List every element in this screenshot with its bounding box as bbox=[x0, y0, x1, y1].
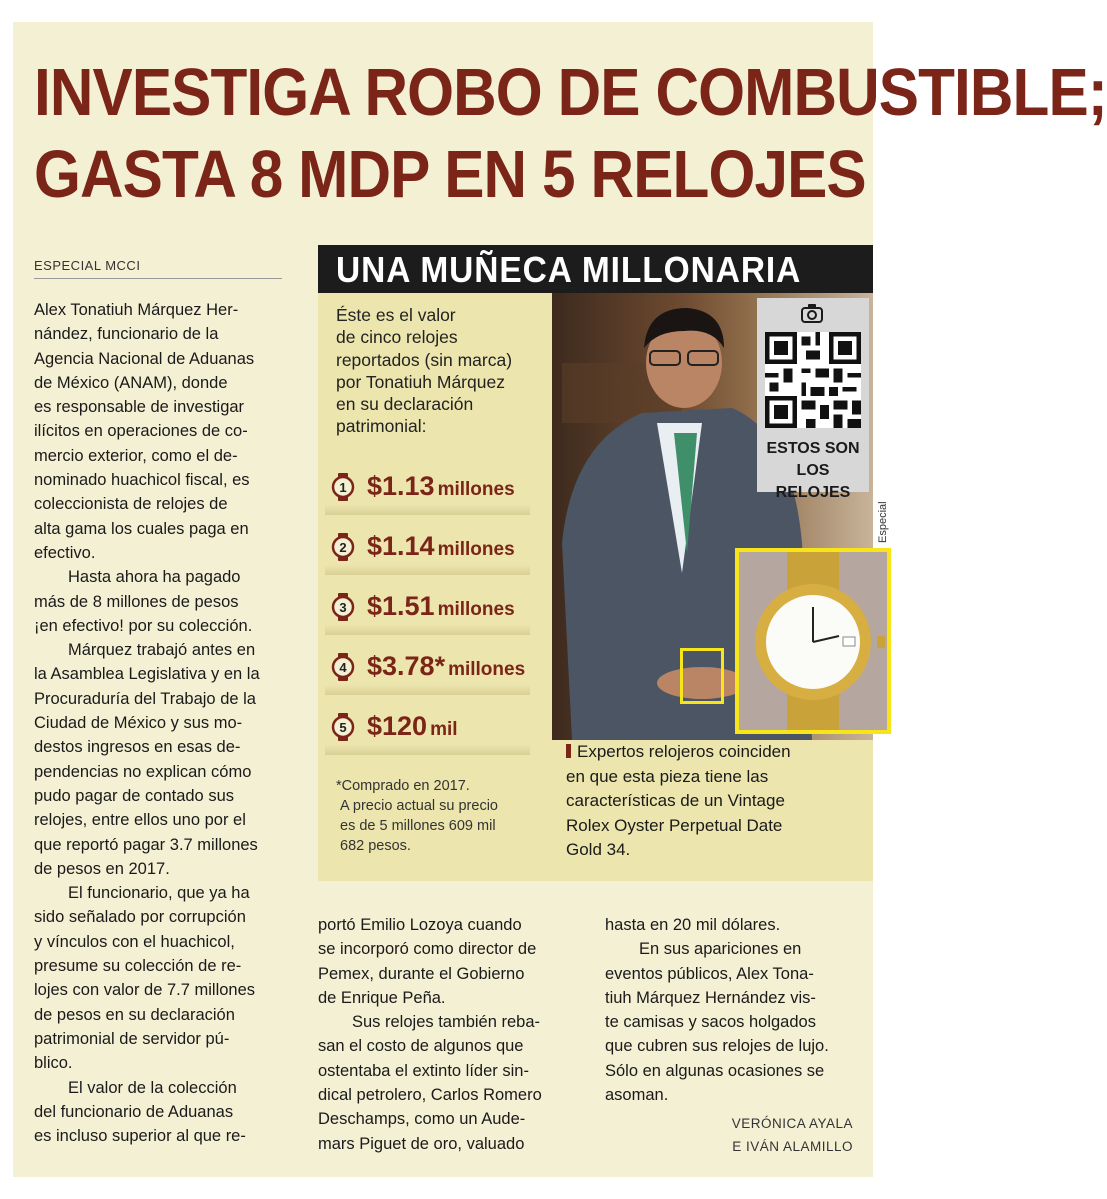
text-line: es incluso superior al que re- bbox=[34, 1127, 246, 1146]
text-line: nández, funcionario de la bbox=[34, 325, 219, 344]
value-amount: $1.13 bbox=[367, 471, 435, 501]
watch-value-row bbox=[325, 583, 530, 635]
photo-credit-top: ESPECIAL MCCI bbox=[34, 258, 141, 273]
text-line: Procuraduría del Trabajo de la bbox=[34, 689, 256, 708]
text-line: mercio exterior, como el de- bbox=[34, 446, 238, 465]
text-line: es de 5 millones 609 mil bbox=[340, 818, 496, 834]
text-line: Sólo en algunas ocasiones se bbox=[605, 1061, 825, 1080]
text-line: de pesos en 2017. bbox=[34, 859, 170, 878]
wrist-highlight-box bbox=[680, 648, 724, 704]
text-line: sido señalado por corrupción bbox=[34, 908, 246, 927]
watch-number-icon bbox=[331, 713, 355, 741]
text-line: mars Piguet de oro, valuado bbox=[318, 1134, 525, 1153]
text-line: san el costo de algunos que bbox=[318, 1037, 524, 1056]
text-line: nominado huachicol fiscal, es bbox=[34, 471, 250, 490]
text-line: alta gama los cuales paga en bbox=[34, 519, 249, 538]
text-line: 682 pesos. bbox=[340, 838, 411, 854]
text-line: asoman. bbox=[605, 1086, 669, 1105]
text-line: portó Emilio Lozoya cuando bbox=[318, 916, 522, 934]
text-line: eventos públicos, Alex Tona- bbox=[605, 964, 814, 983]
article-column-2 bbox=[318, 913, 570, 1156]
watch-value bbox=[367, 651, 525, 682]
text-line: es responsable de investigar bbox=[34, 398, 245, 417]
text-line: destos ingresos en esas de- bbox=[34, 738, 241, 757]
watch-number: 1 bbox=[339, 480, 347, 495]
text-line: El funcionario, que ya ha bbox=[68, 884, 250, 903]
text-line: Ciudad de México y sus mo- bbox=[34, 714, 243, 733]
text-line: relojes, entre ellos uno por el bbox=[34, 811, 246, 830]
headline bbox=[34, 52, 1107, 216]
value-unit: mil bbox=[430, 719, 458, 740]
photo-caption bbox=[566, 740, 866, 863]
text-line: de Enrique Peña. bbox=[318, 988, 446, 1007]
text-line: Éste es el valor bbox=[336, 305, 456, 325]
gold-watch-illustration bbox=[739, 552, 887, 730]
text-line: *Comprado en 2017. bbox=[336, 778, 470, 794]
text-line: patrimonial de servidor pú- bbox=[34, 1029, 230, 1048]
headline-line-2: GASTA 8 MDP EN 5 RELOJES bbox=[34, 137, 866, 212]
text-line: Pemex, durante el Gobierno bbox=[318, 964, 525, 983]
text-line: Hasta ahora ha pagado bbox=[68, 568, 241, 587]
text-line: de cinco relojes bbox=[336, 327, 458, 348]
watch-number-icon bbox=[331, 533, 355, 561]
watch-number-icon bbox=[331, 473, 355, 501]
article-column-1 bbox=[34, 298, 284, 1148]
watch-value-row bbox=[325, 463, 530, 515]
value-unit: millones bbox=[448, 659, 526, 680]
text-line: ¡en efectivo! por su colección. bbox=[34, 616, 253, 635]
article-column-3 bbox=[605, 913, 855, 1107]
value-amount: $1.14 bbox=[367, 531, 435, 561]
text-line: características de un Vintage bbox=[566, 791, 785, 810]
text-line: por Tonatiuh Márquez bbox=[336, 371, 505, 392]
text-line: En sus apariciones en bbox=[639, 940, 802, 959]
text-line: y vínculos con el huachicol, bbox=[34, 932, 235, 951]
text-line: Deschamps, como un Aude- bbox=[318, 1110, 526, 1129]
value-amount: $3.78* bbox=[367, 651, 446, 681]
watch-number: 4 bbox=[339, 660, 347, 675]
text-line: Márquez trabajó antes en bbox=[68, 641, 256, 660]
infobox-title: UNA MUÑECA MILLONARIA bbox=[336, 249, 802, 290]
watch-value bbox=[367, 471, 515, 502]
text-line: Alex Tonatiuh Márquez Her- bbox=[34, 301, 239, 319]
author-name: E IVÁN ALAMILLO bbox=[732, 1139, 853, 1154]
text-line: LOS RELOJES bbox=[775, 462, 851, 501]
photo-credit-side: Especial bbox=[877, 501, 889, 543]
text-line: en que esta pieza tiene las bbox=[566, 766, 769, 786]
watch-value-row bbox=[325, 523, 530, 575]
value-amount: $1.51 bbox=[367, 591, 435, 621]
watch-value bbox=[367, 711, 458, 742]
rolex-watch-photo bbox=[735, 548, 891, 734]
text-line: ilícitos en operaciones de co- bbox=[34, 422, 248, 441]
watch-value bbox=[367, 591, 515, 622]
qr-caption bbox=[757, 438, 869, 504]
text-line: pendencias no explican cómo bbox=[34, 762, 252, 781]
credit-divider bbox=[34, 278, 282, 279]
infobox-title-bar bbox=[318, 245, 873, 293]
text-line: de México (ANAM), donde bbox=[34, 373, 228, 392]
text-line: que cubren sus relojes de lujo. bbox=[605, 1037, 829, 1056]
text-line: patrimonial: bbox=[336, 416, 427, 437]
caption-marker bbox=[566, 744, 571, 758]
text-line: Agencia Nacional de Aduanas bbox=[34, 349, 255, 368]
text-line: dical petrolero, Carlos Romero bbox=[318, 1086, 542, 1105]
text-line: Gold 34. bbox=[566, 840, 631, 859]
value-unit: millones bbox=[437, 539, 515, 560]
text-line: te camisas y sacos holgados bbox=[605, 1013, 816, 1032]
text-line: que reportó pagar 3.7 millones bbox=[34, 835, 258, 854]
text-line: tiuh Márquez Hernández vis- bbox=[605, 988, 816, 1007]
watch-number-icon bbox=[331, 653, 355, 681]
text-line: pudo pagar de contado sus bbox=[34, 786, 234, 805]
watch-number: 2 bbox=[339, 540, 347, 555]
text-line: presume su colección de re- bbox=[34, 957, 242, 976]
byline bbox=[732, 1112, 853, 1158]
headline-line-1: INVESTIGA ROBO DE COMBUSTIBLE; bbox=[34, 55, 1107, 130]
text-line: se incorporó como director de bbox=[318, 940, 537, 959]
camera-icon bbox=[800, 303, 824, 323]
text-line: Rolex Oyster Perpetual Date bbox=[566, 815, 783, 835]
text-line: Expertos relojeros coinciden bbox=[577, 742, 791, 761]
watch-number-icon bbox=[331, 593, 355, 621]
watch-number: 5 bbox=[339, 720, 347, 735]
text-line: blico. bbox=[34, 1054, 73, 1073]
text-line: coleccionista de relojes de bbox=[34, 495, 228, 514]
text-line: en su declaración bbox=[336, 394, 474, 415]
text-line: Sus relojes también reba- bbox=[352, 1013, 541, 1032]
text-line: ostentaba el extinto líder sin- bbox=[318, 1061, 529, 1080]
watch-value bbox=[367, 531, 515, 562]
value-amount: $120 bbox=[367, 711, 428, 741]
watch-value-row bbox=[325, 703, 530, 755]
author-name: VERÓNICA AYALA bbox=[731, 1116, 853, 1131]
footnote bbox=[336, 776, 536, 856]
watch-number: 3 bbox=[339, 600, 347, 615]
text-line: la Asamblea Legislativa y en la bbox=[34, 665, 260, 684]
text-line: lojes con valor de 7.7 millones bbox=[34, 981, 256, 1000]
infobox-intro bbox=[336, 304, 546, 438]
text-line: reportados (sin marca) bbox=[336, 349, 513, 370]
qr-code-icon[interactable] bbox=[765, 332, 861, 428]
text-line: hasta en 20 mil dólares. bbox=[605, 916, 781, 934]
text-line: de pesos en su declaración bbox=[34, 1005, 235, 1024]
text-line: del funcionario de Aduanas bbox=[34, 1102, 234, 1121]
text-line: A precio actual su precio bbox=[340, 798, 498, 814]
text-line: El valor de la colección bbox=[68, 1078, 237, 1097]
value-unit: millones bbox=[437, 599, 515, 620]
text-line: más de 8 millones de pesos bbox=[34, 592, 239, 611]
text-line: efectivo. bbox=[34, 543, 96, 562]
text-line: ESTOS SON bbox=[766, 440, 860, 457]
watch-value-row bbox=[325, 643, 530, 695]
value-unit: millones bbox=[437, 479, 515, 500]
